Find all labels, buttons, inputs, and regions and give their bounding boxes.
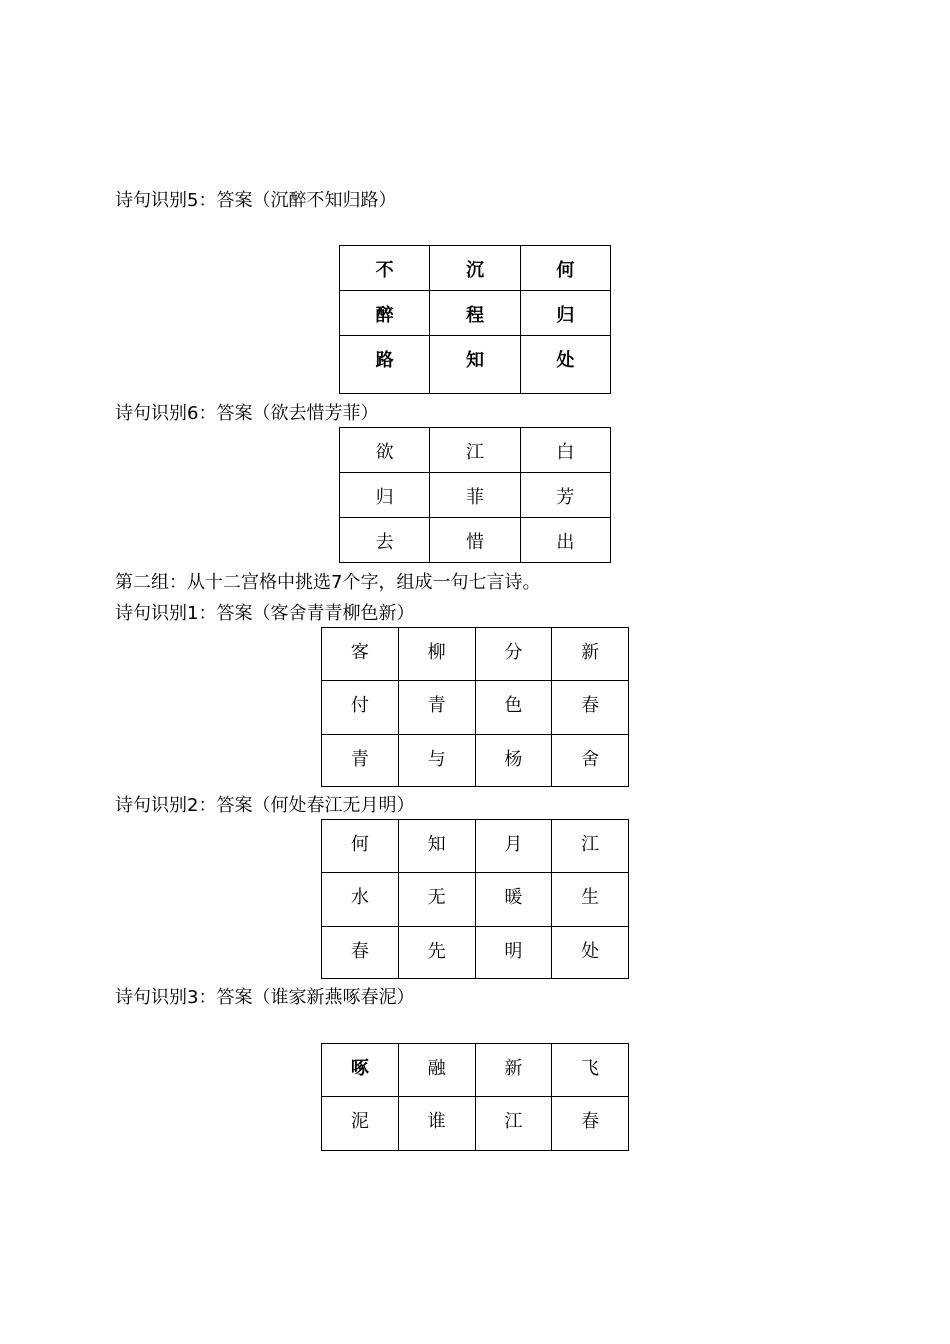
grid-cell: 春: [322, 927, 399, 979]
grid-cell: 惜: [430, 518, 520, 563]
grid-6: [339, 427, 611, 563]
grid-cell: 归: [520, 291, 610, 336]
grid-1: [321, 627, 629, 787]
grid-cell: 啄: [322, 1044, 399, 1097]
grid-cell: 芳: [520, 473, 610, 518]
grid-cell: 白: [520, 428, 610, 473]
grid-cell: 何: [520, 246, 610, 291]
grid-cell: 欲: [340, 428, 430, 473]
grid-cell: 处: [520, 336, 610, 394]
grid-cell: 出: [520, 518, 610, 563]
grid-cell: 江: [552, 820, 629, 873]
grid-2: [321, 819, 629, 979]
grid-cell: 何: [322, 820, 399, 873]
heading-5: 诗句识别5：答案（沉醉不知归路）: [115, 190, 397, 211]
heading-2: 诗句识别2：答案（何处春江无月明）: [115, 795, 415, 816]
grid-cell: 付: [322, 681, 399, 735]
grid-cell: 客: [322, 628, 399, 681]
grid-cell: 去: [340, 518, 430, 563]
grid-cell: 处: [552, 927, 629, 979]
grid-cell: 水: [322, 873, 399, 927]
grid-cell: 泥: [322, 1097, 399, 1151]
grid-cell: 新: [552, 628, 629, 681]
grid-cell: 醉: [340, 291, 430, 336]
grid-cell: 色: [475, 681, 552, 735]
grid-cell: 归: [340, 473, 430, 518]
grid-cell: 柳: [398, 628, 475, 681]
grid-3: [321, 1043, 629, 1151]
grid-cell: 春: [552, 1097, 629, 1151]
grid-cell: 谁: [398, 1097, 475, 1151]
grid-cell: 分: [475, 628, 552, 681]
group-title: 第二组：从十二宫格中挑选7个字，组成一句七言诗。: [115, 572, 541, 593]
grid-cell: 路: [340, 336, 430, 394]
grid-cell: 杨: [475, 735, 552, 787]
heading-3: 诗句识别3：答案（谁家新燕啄春泥）: [115, 987, 415, 1008]
grid-cell: 江: [430, 428, 520, 473]
heading-6: 诗句识别6：答案（欲去惜芳菲）: [115, 403, 379, 424]
grid-cell: 与: [398, 735, 475, 787]
grid-cell: 月: [475, 820, 552, 873]
grid-cell: 菲: [430, 473, 520, 518]
grid-cell: 春: [552, 681, 629, 735]
grid-cell: 青: [398, 681, 475, 735]
grid-5: [339, 245, 611, 394]
grid-cell: 暖: [475, 873, 552, 927]
grid-cell: 青: [322, 735, 399, 787]
grid-cell: 知: [398, 820, 475, 873]
grid-cell: 生: [552, 873, 629, 927]
grid-cell: 程: [430, 291, 520, 336]
grid-cell: 先: [398, 927, 475, 979]
grid-cell: 融: [398, 1044, 475, 1097]
grid-cell: 明: [475, 927, 552, 979]
heading-1: 诗句识别1：答案（客舍青青柳色新）: [115, 603, 415, 624]
grid-cell: 知: [430, 336, 520, 394]
grid-cell: 沉: [430, 246, 520, 291]
grid-cell: 飞: [552, 1044, 629, 1097]
grid-cell: 新: [475, 1044, 552, 1097]
grid-cell: 江: [475, 1097, 552, 1151]
grid-cell: 不: [340, 246, 430, 291]
grid-cell: 无: [398, 873, 475, 927]
grid-cell: 舍: [552, 735, 629, 787]
